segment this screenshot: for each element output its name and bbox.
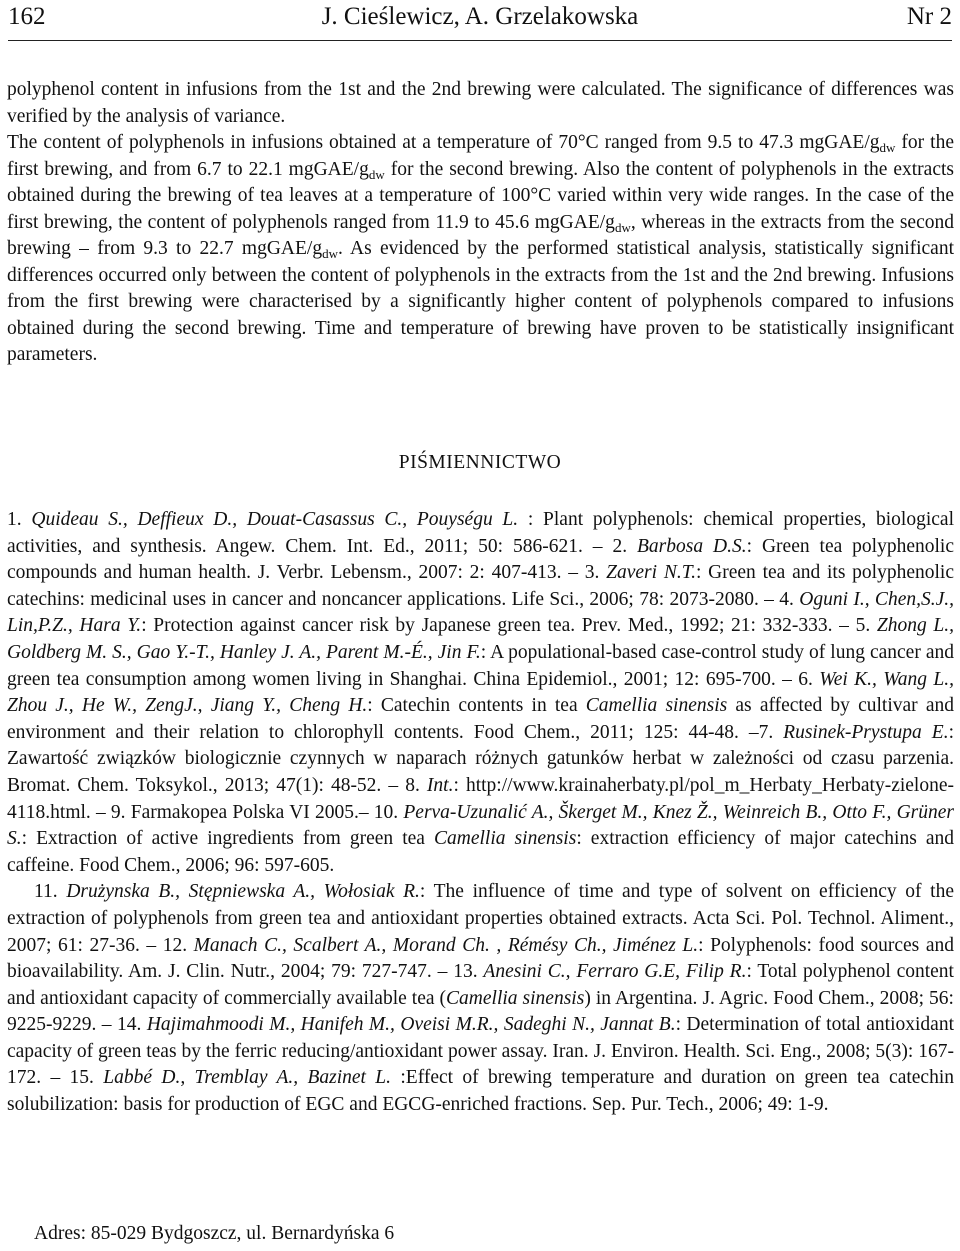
reference-paragraph-1: 1. Quideau S., Deffieux D., Douat-Casassus C., Pouységu L. : Plant polyphenols: chemical properties, biological activities, and synthesis. Angew. Chem. Int. Ed., 2011; 50: 586-621. – 2. Barbosa D.S.: Green tea polyphenolic compounds and human health. J. Verbr. Lebensm., 2007: 2: 407-413. – 3. Zaveri N.T.: Green tea and its polyphenolic catechins: medicinal uses in cancer and noncancer applications. Life Sci., 2006; 78: 2073-2080. – 4. Oguni I., Chen,S.J., Lin,P.Z., Hara Y.: Protection against cancer risk by Japanese green tea. Prev. Med., 1992; 21: 332-333. – 5. Zhong L., Goldberg M. S., Gao Y.-T., Hanley J. A., Parent M.-É., Jin F.: A populational-based case-control study of lung cancer and green tea consumption among women living in Shanghai. China Epidemiol., 2001; 12: 695-700. – 6. Wei K., Wang L., Zhou J., He W., ZengJ., Jiang Y., Cheng H.: Catechin contents in tea Camellia sinensis as affected by cultivar and environment and their relation to chlorophyll contents. Food Chem., 2011; 125: 44-48. –7. Rusinek-Prystupa E.: Zawartość związków biologicznie czynnych w naparach różnych gatunków herbat w zależności od czasu parzenia. Bromat. Chem. Toksykol., 2013; 47(1): 48-52. – 8. Int.: http://www.krainaherbaty.pl/pol_m_Herbaty_Herbaty-zielone-4118.html. – 9. Farmakopea Polska VI 2005.– 10. Perva-Uzunalić A., Škerget M., Knez Ž., Weinreich B., Otto F., Grüner S.: Extraction of active ingredients from green tea Camellia sinensis: extraction efficiency of major catechins and caffeine. Food Chem., 2006; 96: 597-605.	[7, 509, 955, 876]
issue-number: Nr 2	[906, 3, 952, 30]
header-rule	[8, 40, 952, 41]
paragraph-1: polyphenol content in infusions from the 1st and the 2nd brewing were calculated. The significance of differences was verified by the analysis of variance.	[7, 79, 954, 127]
references-heading: PIŚMIENNICTWO	[398, 452, 562, 473]
reference-paragraph-2: 11. Drużynska B., Stępniewska A., Wołosiak R.: The influence of time and type of solvent on efficiency of the extraction of polyphenols from green tea and antioxidant properties obtained extracts. Acta Sci. Pol. Technol. Aliment., 2007; 61: 27-36. – 12. Manach C., Scalbert A., Morand Ch. , Rémésy Ch., Jiménez L.: Polyphenols: food sources and bioavailability. Am. J. Clin. Nutr., 2004; 79: 727-747. – 13. Anesini C., Ferraro G.E, Filip R.: Total polyphenol content and antioxidant capacity of commercially available tea (Camellia sinensis) in Argentina. J. Agric. Food Chem., 2008; 56: 9225-9229. – 14. Hajimahmoodi M., Hanifeh M., Oveisi M.R., Sadeghi N., Jannat B.: Determination of total antioxidant capacity of green teas by the ferric reducing/antioxidant power assay. Iran. J. Environ. Health. Sci. Eng., 2008; 5(3): 167-172. – 15. Labbé D., Tremblay A., Bazinet L. :Effect of brewing temperature and duration on green tea catechin solubilization: basis for production of EGC and EGCG-enriched fractions. Sep. Pur. Tech., 2006; 49: 1-9.	[7, 881, 955, 1116]
author-address: Adres: 85-029 Bydgoszcz, ul. Bernardyńska 6	[34, 1223, 395, 1244]
reference-list	[7, 507, 954, 1119]
body-text	[7, 77, 954, 369]
paragraph-2: The content of polyphenols in infusions obtained at a temperature of 70°C ranged from 9.5 to 47.3 mgGAE/$g_{dw}$ for the first brewing, and from 6.7 to 22.1 mgGAE/$g_{dw}$ for the second brewing. Also the content of polyphenols in the extracts obtained during the brewing of tea leaves at a temperature of 100°C varied within very wide ranges. In the case of the first brewing, the content of polyphenols ranged from 11.9 to 45.6 mgGAE/$g_{dw}$, whereas in the extracts from the second brewing – from 9.3 to 22.7 mgGAE/$g_{dw}$. As evidenced by the performed statistical analysis, statistically significant differences occurred only between the content of polyphenols in the extracts from the 1st and the 2nd brewing. Infusions from the first brewing were characterised by a significantly higher content of polyphenols compared to infusions obtained during the second brewing. Time and temperature of brewing have proven to be statistically insignificant parameters.	[7, 132, 955, 365]
page-number: 162	[8, 3, 46, 30]
running-header	[8, 0, 952, 34]
header-authors: J. Cieślewicz, A. Grzelakowska	[321, 3, 639, 30]
